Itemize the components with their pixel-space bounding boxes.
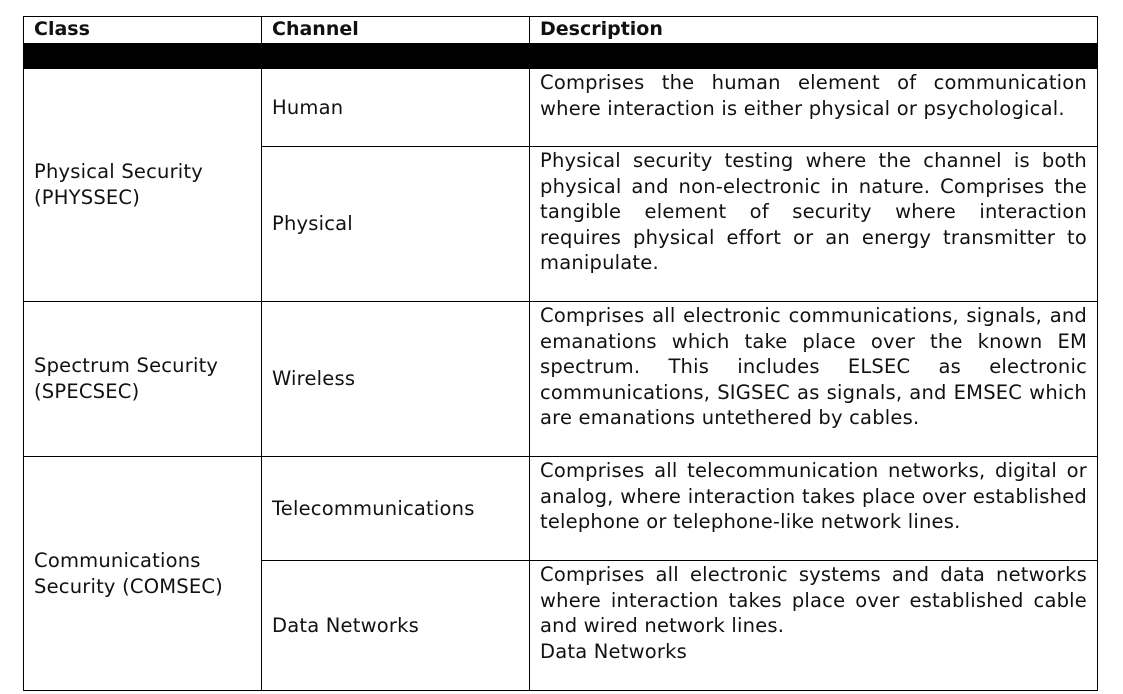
black-divider xyxy=(24,44,1098,69)
class-cell-specsec: Spectrum Security (SPECSEC) xyxy=(24,302,262,457)
header-class: Class xyxy=(24,17,262,44)
channel-cell-data-networks: Data Networks xyxy=(262,561,530,691)
table-row xyxy=(24,302,1098,457)
description-extra-data-networks: Data Networks xyxy=(540,639,687,663)
class-cell-physsec: Physical Security (PHYSSEC) xyxy=(24,69,262,302)
description-cell-data-networks xyxy=(530,561,1098,691)
table-row xyxy=(24,69,1098,147)
channel-cell-telecommunications: Telecommunications xyxy=(262,457,530,561)
security-channels-table xyxy=(23,16,1098,691)
security-channels-table-container xyxy=(23,16,1097,691)
description-cell-physical: Physical security testing where the channel is both physical and non-electronic in nature. Comprises the tangible element of security where interaction requires physical effort or an energy transmitter to manipulate. xyxy=(530,147,1098,302)
description-cell-telecommunications: Comprises all telecommunication networks, digital or analog, where interaction takes place over established telephone or telephone-like network lines. xyxy=(530,457,1098,561)
description-text-data-networks: Comprises all electronic systems and data networks where interaction takes place over established cable and wired network lines. xyxy=(540,563,1087,638)
channel-cell-human: Human xyxy=(262,69,530,147)
table-header-row xyxy=(24,17,1098,44)
header-separator-bar xyxy=(24,44,1098,69)
description-cell-human: Comprises the human element of communication where interaction is either physical or psychological. xyxy=(530,69,1098,147)
header-description: Description xyxy=(530,17,1098,44)
description-cell-wireless: Comprises all electronic communications, signals, and emanations which take place over the known EM spectrum. This includes ELSEC as electronic communications, SIGSEC as signals, and EMSEC which are emanations untethered by cables. xyxy=(530,302,1098,457)
class-cell-comsec: Communications Security (COMSEC) xyxy=(24,457,262,691)
header-channel: Channel xyxy=(262,17,530,44)
channel-cell-wireless: Wireless xyxy=(262,302,530,457)
channel-cell-physical: Physical xyxy=(262,147,530,302)
table-row xyxy=(24,457,1098,561)
